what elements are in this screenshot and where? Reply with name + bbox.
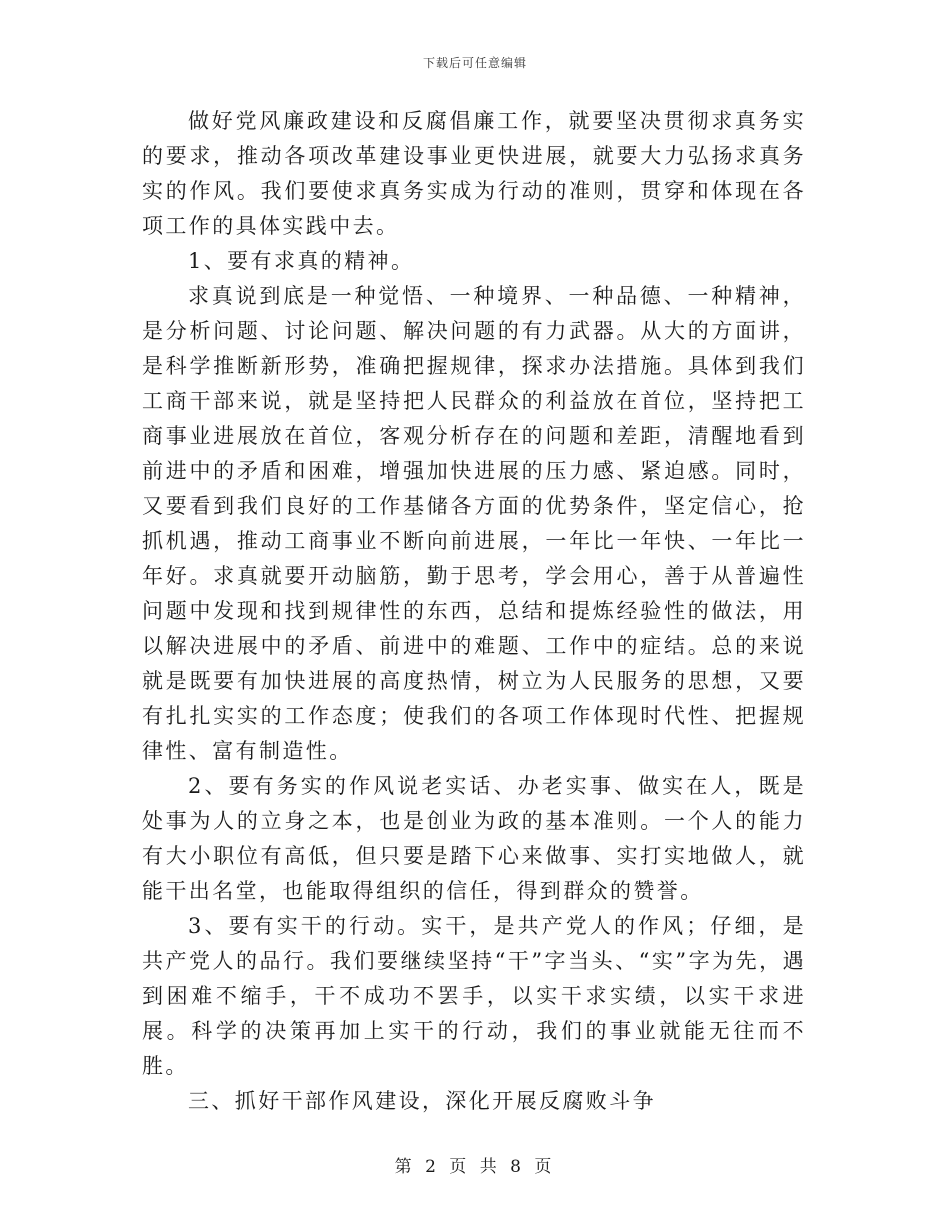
page-header: 下载后可任意编辑 — [422, 56, 527, 70]
paragraph-seeking-truth: 求真说到底是一种觉悟、一种境界、一种品德、一种精神，是分析问题、讨论问题、解决问题的有力武器。从大的方面讲，是科学推断新形势，准确把握规律，探求办法措施。具体到我们工商干部来说，就是坚持把人民群众的利益放在首位，坚持把工商事业进展放在首位，客观分析存在的问题和差距，清醒地看到前进中的矛盾和困难，增强加快进展的压力感、紧迫感。同时，又要看到我们良好的工作基储各方面的优势条件，坚定信心，抢抓机遇，推动工商事业不断向前进展，一年比一年快、一年比一年好。求真就要开动脑筋，勤于思考，学会用心，善于从普遍性问题中发现和找到规律性的东西，总结和提炼经验性的做法，用以解决进展中的矛盾、前进中的难题、工作中的症结。总的来说就是既要有加快进展的高度热情，树立为人民服务的思想，又要有扎扎实实的工作态度；使我们的各项工作体现时代性、把握规律性、富有制造性。 — [142, 284, 806, 763]
section-heading-3: 三、抓好干部作风建设，深化开展反腐败斗争 — [188, 1089, 656, 1113]
paragraph-practical-action: 3、要有实干的行动。实干，是共产党人的作风；仔细，是共产党人的品行。我们要继续坚持“干”字当头、“实”字为先，遇到困难不缩手，干不成功不罢手，以实干求实绩，以实干求进展。科学的决策再加上实干的行动，我们的事业就能无往而不胜。 — [142, 914, 806, 1078]
paragraph-heading-1: 1、要有求真的精神。 — [188, 249, 415, 273]
document-body — [142, 104, 806, 1119]
page-number-footer: 第 2 页 共 8 页 — [394, 1157, 556, 1177]
paragraph-intro: 做好党风廉政建设和反腐倡廉工作，就要坚决贯彻求真务实的要求，推动各项改革建设事业更快进展，就要大力弘扬求真务实的作风。我们要使求真务实成为行动的准则，贯穿和体现在各项工作的具体实践中去。 — [142, 109, 806, 238]
paragraph-practical-style: 2、要有务实的作风说老实话、办老实事、做实在人，既是处事为人的立身之本，也是创业为政的基本准则。一个人的能力有大小职位有高低，但只要是踏下心来做事、实打实地做人，就能干出名堂，也能取得组织的信任，得到群众的赞誉。 — [142, 774, 806, 903]
